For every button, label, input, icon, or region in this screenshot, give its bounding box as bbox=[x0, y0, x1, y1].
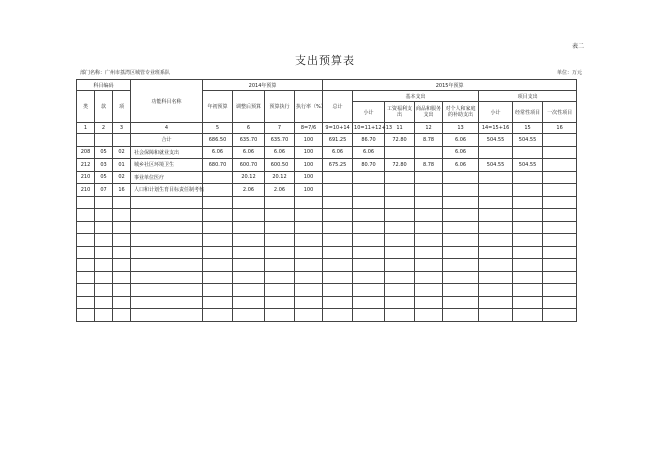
value-cell: 504.55 bbox=[479, 159, 513, 172]
value-cell bbox=[385, 184, 415, 197]
empty-cell bbox=[353, 296, 385, 309]
y2014-header: 2014年预算 bbox=[203, 80, 323, 91]
table-row bbox=[77, 171, 577, 184]
func-name-cell: 人口和计划生育目标责任制考核 bbox=[131, 184, 203, 197]
empty-cell bbox=[295, 234, 323, 247]
column-number-cell: 6 bbox=[233, 123, 265, 134]
empty-cell bbox=[131, 271, 203, 284]
empty-cell bbox=[295, 284, 323, 297]
empty-cell bbox=[415, 246, 443, 259]
empty-cell bbox=[385, 296, 415, 309]
lei-cell: 210 bbox=[77, 184, 95, 197]
value-cell bbox=[385, 146, 415, 159]
column-number-row bbox=[77, 123, 577, 134]
empty-cell bbox=[479, 209, 513, 222]
empty-cell bbox=[95, 309, 113, 322]
empty-cell bbox=[415, 259, 443, 272]
empty-cell bbox=[131, 196, 203, 209]
empty-cell bbox=[323, 234, 353, 247]
empty-cell bbox=[233, 284, 265, 297]
table-row bbox=[77, 159, 577, 172]
empty-cell bbox=[131, 209, 203, 222]
value-cell bbox=[323, 184, 353, 197]
value-cell: 6.06 bbox=[265, 146, 295, 159]
project-regular-header: 经常性项目 bbox=[513, 102, 543, 123]
empty-cell bbox=[113, 284, 131, 297]
budget-table bbox=[76, 79, 577, 322]
y2014-rate-header: 执行率（%） bbox=[295, 91, 323, 123]
empty-cell bbox=[513, 246, 543, 259]
empty-cell bbox=[295, 196, 323, 209]
y2014-adjusted-header: 调整后预算 bbox=[233, 91, 265, 123]
project-subtotal-header: 小计 bbox=[479, 102, 513, 123]
empty-cell bbox=[265, 271, 295, 284]
kuan-header: 款 bbox=[95, 91, 113, 123]
value-cell bbox=[415, 171, 443, 184]
table-row bbox=[77, 184, 577, 197]
value-cell: 100 bbox=[295, 184, 323, 197]
empty-cell bbox=[203, 309, 233, 322]
func-name-header: 功能科目名称 bbox=[131, 80, 203, 123]
value-cell: 100 bbox=[295, 171, 323, 184]
empty-cell bbox=[265, 196, 295, 209]
empty-cell bbox=[385, 309, 415, 322]
empty-cell bbox=[95, 296, 113, 309]
empty-cell bbox=[113, 271, 131, 284]
xiang-header: 项 bbox=[113, 91, 131, 123]
value-cell: 80.70 bbox=[353, 159, 385, 172]
empty-cell bbox=[513, 209, 543, 222]
xiang-cell: 02 bbox=[113, 146, 131, 159]
empty-cell bbox=[385, 196, 415, 209]
empty-cell bbox=[443, 196, 479, 209]
empty-cell bbox=[543, 221, 577, 234]
column-number-cell: 14=15+16 bbox=[479, 123, 513, 134]
empty-cell bbox=[443, 309, 479, 322]
empty-cell bbox=[415, 196, 443, 209]
value-cell: 72.80 bbox=[385, 159, 415, 172]
empty-cell bbox=[543, 246, 577, 259]
empty-cell bbox=[233, 196, 265, 209]
empty-cell bbox=[265, 246, 295, 259]
basic-family-header: 对个人和家庭的补助支出 bbox=[443, 102, 479, 123]
column-number-cell: 2 bbox=[95, 123, 113, 134]
empty-cell bbox=[543, 296, 577, 309]
empty-cell bbox=[479, 309, 513, 322]
total-value-cell: 504.55 bbox=[479, 134, 513, 147]
empty-row bbox=[77, 221, 577, 234]
page-label: 表二 bbox=[571, 43, 584, 50]
empty-cell bbox=[513, 221, 543, 234]
empty-cell bbox=[203, 221, 233, 234]
lei-header: 类 bbox=[77, 91, 95, 123]
empty-cell bbox=[353, 259, 385, 272]
kuan-cell: 05 bbox=[95, 146, 113, 159]
empty-cell bbox=[443, 234, 479, 247]
empty-cell bbox=[131, 234, 203, 247]
kuan-cell bbox=[95, 134, 113, 147]
kuan-cell: 03 bbox=[95, 159, 113, 172]
value-cell bbox=[513, 146, 543, 159]
empty-cell bbox=[353, 284, 385, 297]
empty-cell bbox=[479, 284, 513, 297]
value-cell bbox=[543, 159, 577, 172]
empty-cell bbox=[265, 309, 295, 322]
empty-cell bbox=[131, 284, 203, 297]
empty-row bbox=[77, 309, 577, 322]
empty-cell bbox=[95, 221, 113, 234]
empty-cell bbox=[203, 259, 233, 272]
empty-cell bbox=[295, 296, 323, 309]
empty-cell bbox=[113, 246, 131, 259]
value-cell: 6.06 bbox=[443, 146, 479, 159]
empty-cell bbox=[233, 296, 265, 309]
empty-cell bbox=[415, 221, 443, 234]
empty-cell bbox=[385, 259, 415, 272]
empty-cell bbox=[295, 209, 323, 222]
empty-cell bbox=[543, 209, 577, 222]
empty-cell bbox=[415, 209, 443, 222]
empty-cell bbox=[323, 296, 353, 309]
value-cell: 504.55 bbox=[513, 159, 543, 172]
value-cell: 6.06 bbox=[353, 146, 385, 159]
empty-cell bbox=[113, 296, 131, 309]
value-cell: 2.06 bbox=[233, 184, 265, 197]
empty-cell bbox=[353, 196, 385, 209]
empty-cell bbox=[77, 196, 95, 209]
value-cell: 2.06 bbox=[265, 184, 295, 197]
empty-cell bbox=[323, 209, 353, 222]
empty-cell bbox=[385, 221, 415, 234]
value-cell bbox=[479, 184, 513, 197]
empty-cell bbox=[443, 259, 479, 272]
value-cell: 680.70 bbox=[203, 159, 233, 172]
value-cell bbox=[203, 171, 233, 184]
empty-cell bbox=[479, 234, 513, 247]
value-cell bbox=[415, 146, 443, 159]
empty-row bbox=[77, 259, 577, 272]
y2014-exec-header: 预算执行 bbox=[265, 91, 295, 123]
empty-cell bbox=[443, 209, 479, 222]
empty-cell bbox=[203, 271, 233, 284]
value-cell bbox=[513, 171, 543, 184]
empty-cell bbox=[323, 271, 353, 284]
value-cell bbox=[479, 171, 513, 184]
value-cell bbox=[353, 184, 385, 197]
value-cell: 675.25 bbox=[323, 159, 353, 172]
empty-cell bbox=[513, 309, 543, 322]
empty-cell bbox=[543, 271, 577, 284]
basic-wage-header: 工资福利支出 bbox=[385, 102, 415, 123]
empty-cell bbox=[95, 246, 113, 259]
empty-cell bbox=[415, 284, 443, 297]
column-number-cell: 16 bbox=[543, 123, 577, 134]
empty-cell bbox=[203, 296, 233, 309]
value-cell bbox=[353, 171, 385, 184]
value-cell: 6.06 bbox=[443, 159, 479, 172]
empty-cell bbox=[113, 234, 131, 247]
column-number-cell: 7 bbox=[265, 123, 295, 134]
empty-cell bbox=[543, 259, 577, 272]
xiang-cell: 02 bbox=[113, 171, 131, 184]
value-cell bbox=[385, 171, 415, 184]
empty-cell bbox=[265, 221, 295, 234]
xiang-cell bbox=[113, 134, 131, 147]
value-cell: 600.50 bbox=[265, 159, 295, 172]
value-cell bbox=[323, 171, 353, 184]
empty-cell bbox=[203, 284, 233, 297]
empty-cell bbox=[353, 309, 385, 322]
empty-cell bbox=[233, 271, 265, 284]
empty-cell bbox=[265, 209, 295, 222]
empty-cell bbox=[95, 196, 113, 209]
column-number-cell: 11 bbox=[385, 123, 415, 134]
total-value-cell: 686.50 bbox=[203, 134, 233, 147]
empty-cell bbox=[415, 296, 443, 309]
empty-cell bbox=[233, 234, 265, 247]
y2014-initial-header: 年初预算 bbox=[203, 91, 233, 123]
empty-cell bbox=[233, 221, 265, 234]
column-number-cell: 3 bbox=[113, 123, 131, 134]
empty-cell bbox=[131, 309, 203, 322]
empty-cell bbox=[77, 284, 95, 297]
empty-cell bbox=[479, 271, 513, 284]
total-value-cell: 72.80 bbox=[385, 134, 415, 147]
empty-cell bbox=[265, 259, 295, 272]
total-value-cell bbox=[543, 134, 577, 147]
value-cell bbox=[543, 146, 577, 159]
empty-cell bbox=[295, 271, 323, 284]
empty-cell bbox=[415, 309, 443, 322]
empty-cell bbox=[385, 209, 415, 222]
empty-cell bbox=[77, 221, 95, 234]
subject-code-header: 科目编码 bbox=[77, 80, 131, 91]
empty-cell bbox=[77, 209, 95, 222]
kuan-cell: 07 bbox=[95, 184, 113, 197]
y2015-header: 2015年预算 bbox=[323, 80, 577, 91]
basic-subtotal-header: 小计 bbox=[353, 102, 385, 123]
empty-cell bbox=[415, 271, 443, 284]
empty-cell bbox=[353, 209, 385, 222]
empty-cell bbox=[543, 196, 577, 209]
empty-cell bbox=[513, 284, 543, 297]
empty-cell bbox=[353, 234, 385, 247]
empty-cell bbox=[203, 196, 233, 209]
total-value-cell: 635.70 bbox=[265, 134, 295, 147]
empty-cell bbox=[77, 234, 95, 247]
column-number-cell: 1 bbox=[77, 123, 95, 134]
empty-cell bbox=[543, 234, 577, 247]
empty-cell bbox=[77, 246, 95, 259]
empty-cell bbox=[77, 271, 95, 284]
empty-cell bbox=[77, 259, 95, 272]
column-number-cell: 8=7/6 bbox=[295, 123, 323, 134]
empty-cell bbox=[131, 246, 203, 259]
project-once-header: 一次性项目 bbox=[543, 102, 577, 123]
empty-cell bbox=[113, 259, 131, 272]
empty-cell bbox=[385, 284, 415, 297]
project-header: 项目支出 bbox=[479, 91, 577, 102]
total-value-cell: 504.55 bbox=[513, 134, 543, 147]
empty-cell bbox=[385, 246, 415, 259]
empty-cell bbox=[323, 196, 353, 209]
lei-cell: 208 bbox=[77, 146, 95, 159]
xiang-cell: 16 bbox=[113, 184, 131, 197]
column-number-cell: 15 bbox=[513, 123, 543, 134]
value-cell bbox=[543, 171, 577, 184]
column-number-cell: 13 bbox=[443, 123, 479, 134]
empty-row bbox=[77, 196, 577, 209]
empty-cell bbox=[323, 284, 353, 297]
lei-cell: 212 bbox=[77, 159, 95, 172]
total-row bbox=[77, 134, 577, 147]
empty-cell bbox=[131, 259, 203, 272]
empty-cell bbox=[203, 209, 233, 222]
empty-row bbox=[77, 271, 577, 284]
empty-row bbox=[77, 296, 577, 309]
empty-cell bbox=[203, 234, 233, 247]
empty-cell bbox=[443, 296, 479, 309]
empty-cell bbox=[513, 234, 543, 247]
empty-cell bbox=[479, 246, 513, 259]
lei-cell bbox=[77, 134, 95, 147]
table-row bbox=[77, 146, 577, 159]
empty-cell bbox=[233, 209, 265, 222]
value-cell bbox=[443, 184, 479, 197]
page-title: 支出预算表 bbox=[295, 54, 355, 67]
kuan-cell: 05 bbox=[95, 171, 113, 184]
value-cell bbox=[513, 184, 543, 197]
empty-cell bbox=[323, 259, 353, 272]
empty-cell bbox=[353, 246, 385, 259]
value-cell: 100 bbox=[295, 146, 323, 159]
empty-cell bbox=[265, 296, 295, 309]
empty-cell bbox=[385, 271, 415, 284]
empty-cell bbox=[233, 246, 265, 259]
value-cell bbox=[543, 184, 577, 197]
total-header: 总计 bbox=[323, 91, 353, 123]
column-number-cell: 9=10+14 bbox=[323, 123, 353, 134]
empty-cell bbox=[543, 284, 577, 297]
value-cell: 600.70 bbox=[233, 159, 265, 172]
empty-cell bbox=[77, 309, 95, 322]
value-cell: 6.06 bbox=[203, 146, 233, 159]
empty-cell bbox=[323, 309, 353, 322]
empty-row bbox=[77, 234, 577, 247]
empty-cell bbox=[323, 246, 353, 259]
empty-cell bbox=[543, 309, 577, 322]
empty-cell bbox=[95, 234, 113, 247]
empty-cell bbox=[77, 296, 95, 309]
total-value-cell: 691.25 bbox=[323, 134, 353, 147]
total-value-cell: 635.70 bbox=[233, 134, 265, 147]
empty-row bbox=[77, 246, 577, 259]
value-cell bbox=[415, 184, 443, 197]
empty-cell bbox=[113, 196, 131, 209]
basic-goods-header: 商品和服务支出 bbox=[415, 102, 443, 123]
column-number-cell: 10=11+12+13 bbox=[353, 123, 385, 134]
department-name: 部门名称：广州市荔湾区城管专业班系队 bbox=[80, 70, 171, 76]
func-name-cell: 社会保障和就业支出 bbox=[131, 146, 203, 159]
empty-row bbox=[77, 209, 577, 222]
value-cell bbox=[479, 146, 513, 159]
empty-cell bbox=[265, 284, 295, 297]
unit-label: 单位：万元 bbox=[556, 70, 582, 76]
column-number-cell: 4 bbox=[131, 123, 203, 134]
value-cell: 6.06 bbox=[323, 146, 353, 159]
empty-cell bbox=[95, 259, 113, 272]
total-value-cell: 100 bbox=[295, 134, 323, 147]
total-value-cell: 8.78 bbox=[415, 134, 443, 147]
empty-cell bbox=[479, 196, 513, 209]
empty-cell bbox=[443, 271, 479, 284]
empty-cell bbox=[295, 309, 323, 322]
empty-cell bbox=[479, 296, 513, 309]
empty-cell bbox=[131, 296, 203, 309]
value-cell: 6.06 bbox=[233, 146, 265, 159]
empty-cell bbox=[443, 221, 479, 234]
empty-cell bbox=[479, 221, 513, 234]
empty-cell bbox=[415, 234, 443, 247]
empty-cell bbox=[95, 284, 113, 297]
empty-cell bbox=[113, 209, 131, 222]
header-row-1 bbox=[77, 80, 577, 91]
empty-cell bbox=[233, 309, 265, 322]
empty-cell bbox=[295, 259, 323, 272]
empty-cell bbox=[513, 271, 543, 284]
empty-cell bbox=[513, 296, 543, 309]
empty-cell bbox=[113, 309, 131, 322]
empty-cell bbox=[295, 221, 323, 234]
total-value-cell: 86.70 bbox=[353, 134, 385, 147]
empty-row bbox=[77, 284, 577, 297]
empty-cell bbox=[353, 271, 385, 284]
empty-cell bbox=[233, 259, 265, 272]
total-value-cell: 6.06 bbox=[443, 134, 479, 147]
empty-cell bbox=[95, 271, 113, 284]
value-cell: 100 bbox=[295, 159, 323, 172]
empty-cell bbox=[265, 234, 295, 247]
empty-cell bbox=[323, 221, 353, 234]
empty-cell bbox=[443, 246, 479, 259]
empty-cell bbox=[443, 284, 479, 297]
func-name-cell: 事业单位医疗 bbox=[131, 171, 203, 184]
empty-cell bbox=[479, 259, 513, 272]
value-cell: 20.12 bbox=[233, 171, 265, 184]
empty-cell bbox=[513, 196, 543, 209]
value-cell: 20.12 bbox=[265, 171, 295, 184]
empty-cell bbox=[203, 246, 233, 259]
empty-cell bbox=[353, 221, 385, 234]
empty-cell bbox=[513, 259, 543, 272]
value-cell bbox=[443, 171, 479, 184]
lei-cell: 210 bbox=[77, 171, 95, 184]
column-number-cell: 5 bbox=[203, 123, 233, 134]
total-label: 合计 bbox=[131, 134, 203, 147]
empty-cell bbox=[385, 234, 415, 247]
empty-cell bbox=[95, 209, 113, 222]
xiang-cell: 01 bbox=[113, 159, 131, 172]
empty-cell bbox=[295, 246, 323, 259]
value-cell: 8.78 bbox=[415, 159, 443, 172]
basic-header: 基本支出 bbox=[353, 91, 479, 102]
value-cell bbox=[203, 184, 233, 197]
column-number-cell: 12 bbox=[415, 123, 443, 134]
empty-cell bbox=[131, 221, 203, 234]
func-name-cell: 城乡社区环境卫生 bbox=[131, 159, 203, 172]
empty-cell bbox=[113, 221, 131, 234]
